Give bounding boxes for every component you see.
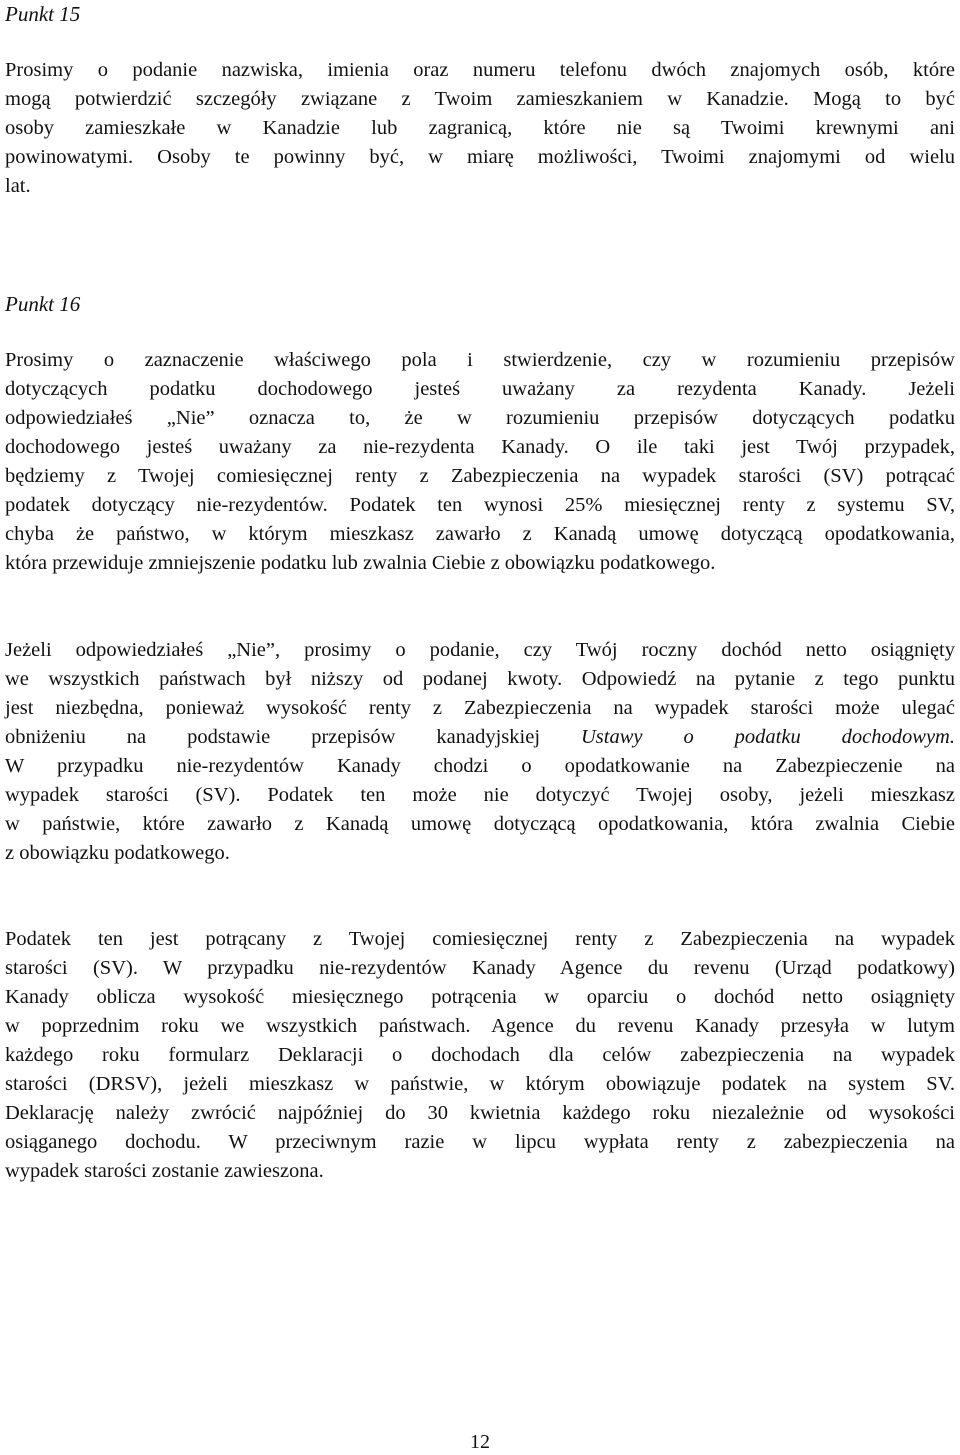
text-line: W przypadku nie-rezydentów Kanady chodzi o opodatkowanie na Zabezpieczenie na [5,755,955,777]
text-line: Jeżeli odpowiedziałeś „Nie”, prosimy o podanie, czy Twój roczny dochód netto osiągnięty [5,639,955,661]
text-line: Kanady oblicza wysokość miesięcznego potrącenia w oparciu o dochód netto osiągnięty [5,986,955,1008]
page-number: 12 [470,1431,490,1453]
text-line: jest niezbędna, ponieważ wysokość renty z Zabezpieczenia na wypadek starości może ulegać [5,697,955,719]
text-line: każdego roku formularz Deklaracji o dochodach dla celów zabezpieczenia na wypadek [5,1044,955,1066]
text-line: wypadek starości (SV). Podatek ten może nie dotyczyć Twojej osoby, jeżeli mieszkasz [5,784,955,806]
text-line: w państwie, które zawarło z Kanadą umowę dotyczącą opodatkowania, która zwalnia Ciebie [5,813,955,835]
text-line: Prosimy o podanie nazwiska, imienia oraz numeru telefonu dwóch znajomych osób, które [5,59,955,81]
text-line: podatek dotyczący nie-rezydentów. Podatek ten wynosi 25% miesięcznej renty z systemu SV, [5,494,955,516]
text-line: dochodowego jesteś uważany za nie-rezydenta Kanady. O ile taki jest Twój przypadek, [5,436,955,458]
text-line [5,723,955,752]
text-line: odpowiedziałeś „Nie” oznacza to, że w rozumieniu przepisów dotyczących podatku [5,407,955,429]
text-line: lat. [5,175,31,197]
section-heading-punkt-15: Punkt 15 [5,2,81,26]
paragraph-punkt-16-residency [5,346,955,578]
text-line: we wszystkich państwach był niższy od podanej kwoty. Odpowiedź na pytanie z tego punktu [5,668,955,690]
section-heading-punkt-16: Punkt 16 [5,292,81,316]
text-run: obniżeniu na podstawie przepisów kanadyjskiej [5,726,541,748]
text-line: wypadek starości zostanie zawieszona. [5,1160,324,1182]
paragraph-punkt-16-income [5,636,955,868]
text-line: chyba że państwo, w którym mieszkasz zawarło z Kanadą umowę dotyczącą opodatkowania, [5,523,955,545]
text-line: osoby zamieszkałe w Kanadzie lub zagranicą, które nie są Twoimi krewnymi ani [5,117,955,139]
text-line: osiąganego dochodu. W przeciwnym razie w lipcu wypłata renty z zabezpieczenia na [5,1131,955,1153]
text-line: Podatek ten jest potrącany z Twojej comiesięcznej renty z Zabezpieczenia na wypadek [5,928,955,950]
text-line: która przewiduje zmniejszenie podatku lub zwalnia Ciebie z obowiązku podatkowego. [5,552,716,574]
text-line: starości (SV). W przypadku nie-rezydentów Kanady Agence du revenu (Urząd podatkowy) [5,957,955,979]
text-line: z obowiązku podatkowego. [5,842,230,864]
text-line: dotyczących podatku dochodowego jesteś uważany za rezydenta Kanady. Jeżeli [5,378,955,400]
text-line: mogą potwierdzić szczegóły związane z Twoim zamieszkaniem w Kanadzie. Mogą to być [5,88,955,110]
text-line: Deklarację należy zwrócić najpóźniej do 30 kwietnia każdego roku niezależnie od wysokości [5,1102,955,1124]
text-line: w poprzednim roku we wszystkich państwach. Agence du revenu Kanady przesyła w lutym [5,1015,955,1037]
paragraph-punkt-15 [5,56,955,201]
paragraph-punkt-16-tax-deduction [5,925,955,1186]
text-line: starości (DRSV), jeżeli mieszkasz w państwie, w którym obowiązuje podatek na system SV. [5,1073,955,1095]
text-line: powinowatymi. Osoby te powinny być, w miarę możliwości, Twoimi znajomymi od wielu [5,146,955,168]
act-title-italic: Ustawy o podatku dochodowym. [581,726,955,748]
text-line: Prosimy o zaznaczenie właściwego pola i stwierdzenie, czy w rozumieniu przepisów [5,349,955,371]
text-line: będziemy z Twojej comiesięcznej renty z Zabezpieczenia na wypadek starości (SV) potrącać [5,465,955,487]
